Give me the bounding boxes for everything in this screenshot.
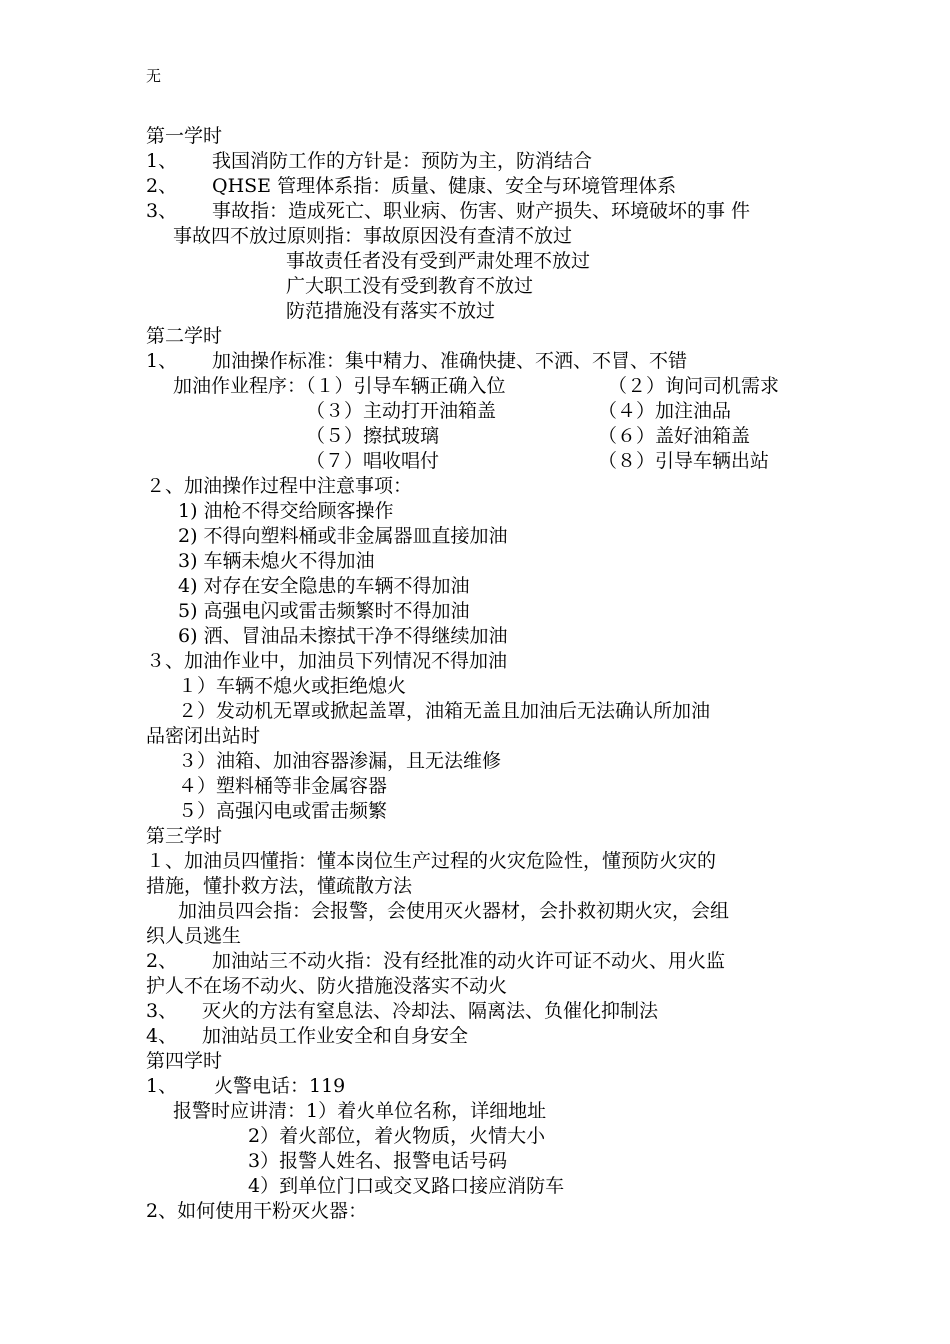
text-line: 措施，懂扑救方法，懂疏散方法	[146, 875, 413, 897]
list-number: 2、	[146, 175, 178, 197]
section-heading-3: 第三学时	[146, 825, 223, 847]
text-line: 5) 高强电闪或雷击频繁时不得加油	[178, 600, 470, 622]
text-line: 6) 洒、冒油品未擦拭干净不得继续加油	[178, 625, 508, 647]
list-item-text: 加油操作标准：集中精力、准确快捷、不洒、不冒、不错	[212, 350, 688, 372]
text-line: 1) 油枪不得交给顾客操作	[178, 500, 394, 522]
text-line: ３）油箱、加油容器渗漏，且无法维修	[178, 750, 502, 772]
section-heading-2: 第二学时	[146, 325, 223, 347]
list-number: 1、	[146, 1075, 178, 1097]
text-line: 3) 车辆未熄火不得加油	[178, 550, 375, 572]
text-line: 织人员逃生	[146, 925, 242, 947]
text-line: （２）询问司机需求	[608, 375, 780, 397]
text-line: （３）主动打开油箱盖	[306, 400, 497, 422]
text-line: 4）到单位门口或交叉路口接应消防车	[248, 1175, 565, 1197]
text-line: 2) 不得向塑料桶或非金属器皿直接加油	[178, 525, 508, 547]
list-number: 1、	[146, 150, 178, 172]
list-item-text: 事故指：造成死亡、职业病、伤害、财产损失、环境破坏的事 件	[212, 200, 751, 222]
text-line: ２）发动机无罩或掀起盖罩，油箱无盖且加油后无法确认所加油	[178, 700, 711, 722]
text-line: 4) 对存在安全隐患的车辆不得加油	[178, 575, 470, 597]
text-line: （７）唱收唱付	[306, 450, 440, 472]
list-number: 3、	[146, 200, 178, 222]
page-header: 无	[146, 67, 162, 85]
text-line: 事故责任者没有受到严肃处理不放过	[286, 250, 591, 272]
list-number: 3、	[146, 1000, 178, 1022]
text-line: ３、加油作业中，加油员下列情况不得加油	[146, 650, 508, 672]
text-line: １）车辆不熄火或拒绝熄火	[178, 675, 407, 697]
text-line: （５）擦拭玻璃	[306, 425, 440, 447]
list-item-text: 火警电话：119	[214, 1075, 346, 1097]
text-line: 报警时应讲清：1）着火单位名称，详细地址	[173, 1100, 547, 1122]
text-line: 广大职工没有受到教育不放过	[286, 275, 534, 297]
text-line: ５）高强闪电或雷击频繁	[178, 800, 388, 822]
text-line: ２、加油操作过程中注意事项：	[146, 475, 413, 497]
text-line: 2、如何使用干粉灭火器：	[146, 1200, 368, 1222]
text-line: ４）塑料桶等非金属容器	[178, 775, 388, 797]
text-line: （４）加注油品	[598, 400, 732, 422]
text-line: 3）报警人姓名、报警电话号码	[248, 1150, 508, 1172]
section-heading-4: 第四学时	[146, 1050, 223, 1072]
text-line: （６）盖好油箱盖	[598, 425, 751, 447]
list-number: 4、	[146, 1025, 178, 1047]
list-item-text: 加油站三不动火指：没有经批准的动火许可证不动火、用火监	[212, 950, 726, 972]
text-line: 护人不在场不动火、防火措施没落实不动火	[146, 975, 508, 997]
list-item-text: 加油站员工作业安全和自身安全	[202, 1025, 469, 1047]
text-line: 防范措施没有落实不放过	[286, 300, 496, 322]
text-line: 加油员四会指：会报警，会使用灭火器材，会扑救初期火灾，会组	[178, 900, 730, 922]
list-item-text: 我国消防工作的方针是：预防为主，防消结合	[212, 150, 593, 172]
list-item-text: 灭火的方法有窒息法、冷却法、隔离法、负催化抑制法	[202, 1000, 659, 1022]
list-number: 2、	[146, 950, 178, 972]
list-item-text: QHSE 管理体系指：质量、健康、安全与环境管理体系	[212, 175, 677, 197]
text-line: １、加油员四懂指：懂本岗位生产过程的火灾危险性，懂预防火灾的	[146, 850, 717, 872]
text-line: 品密闭出站时	[146, 725, 261, 747]
text-line: 事故四不放过原则指：事故原因没有查清不放过	[173, 225, 573, 247]
text-line: 加油作业程序：（１）引导车辆正确入位	[173, 375, 506, 397]
list-number: 1、	[146, 350, 178, 372]
text-line: （８）引导车辆出站	[598, 450, 770, 472]
text-line: 2）着火部位，着火物质，火情大小	[248, 1125, 546, 1147]
section-heading-1: 第一学时	[146, 125, 223, 147]
